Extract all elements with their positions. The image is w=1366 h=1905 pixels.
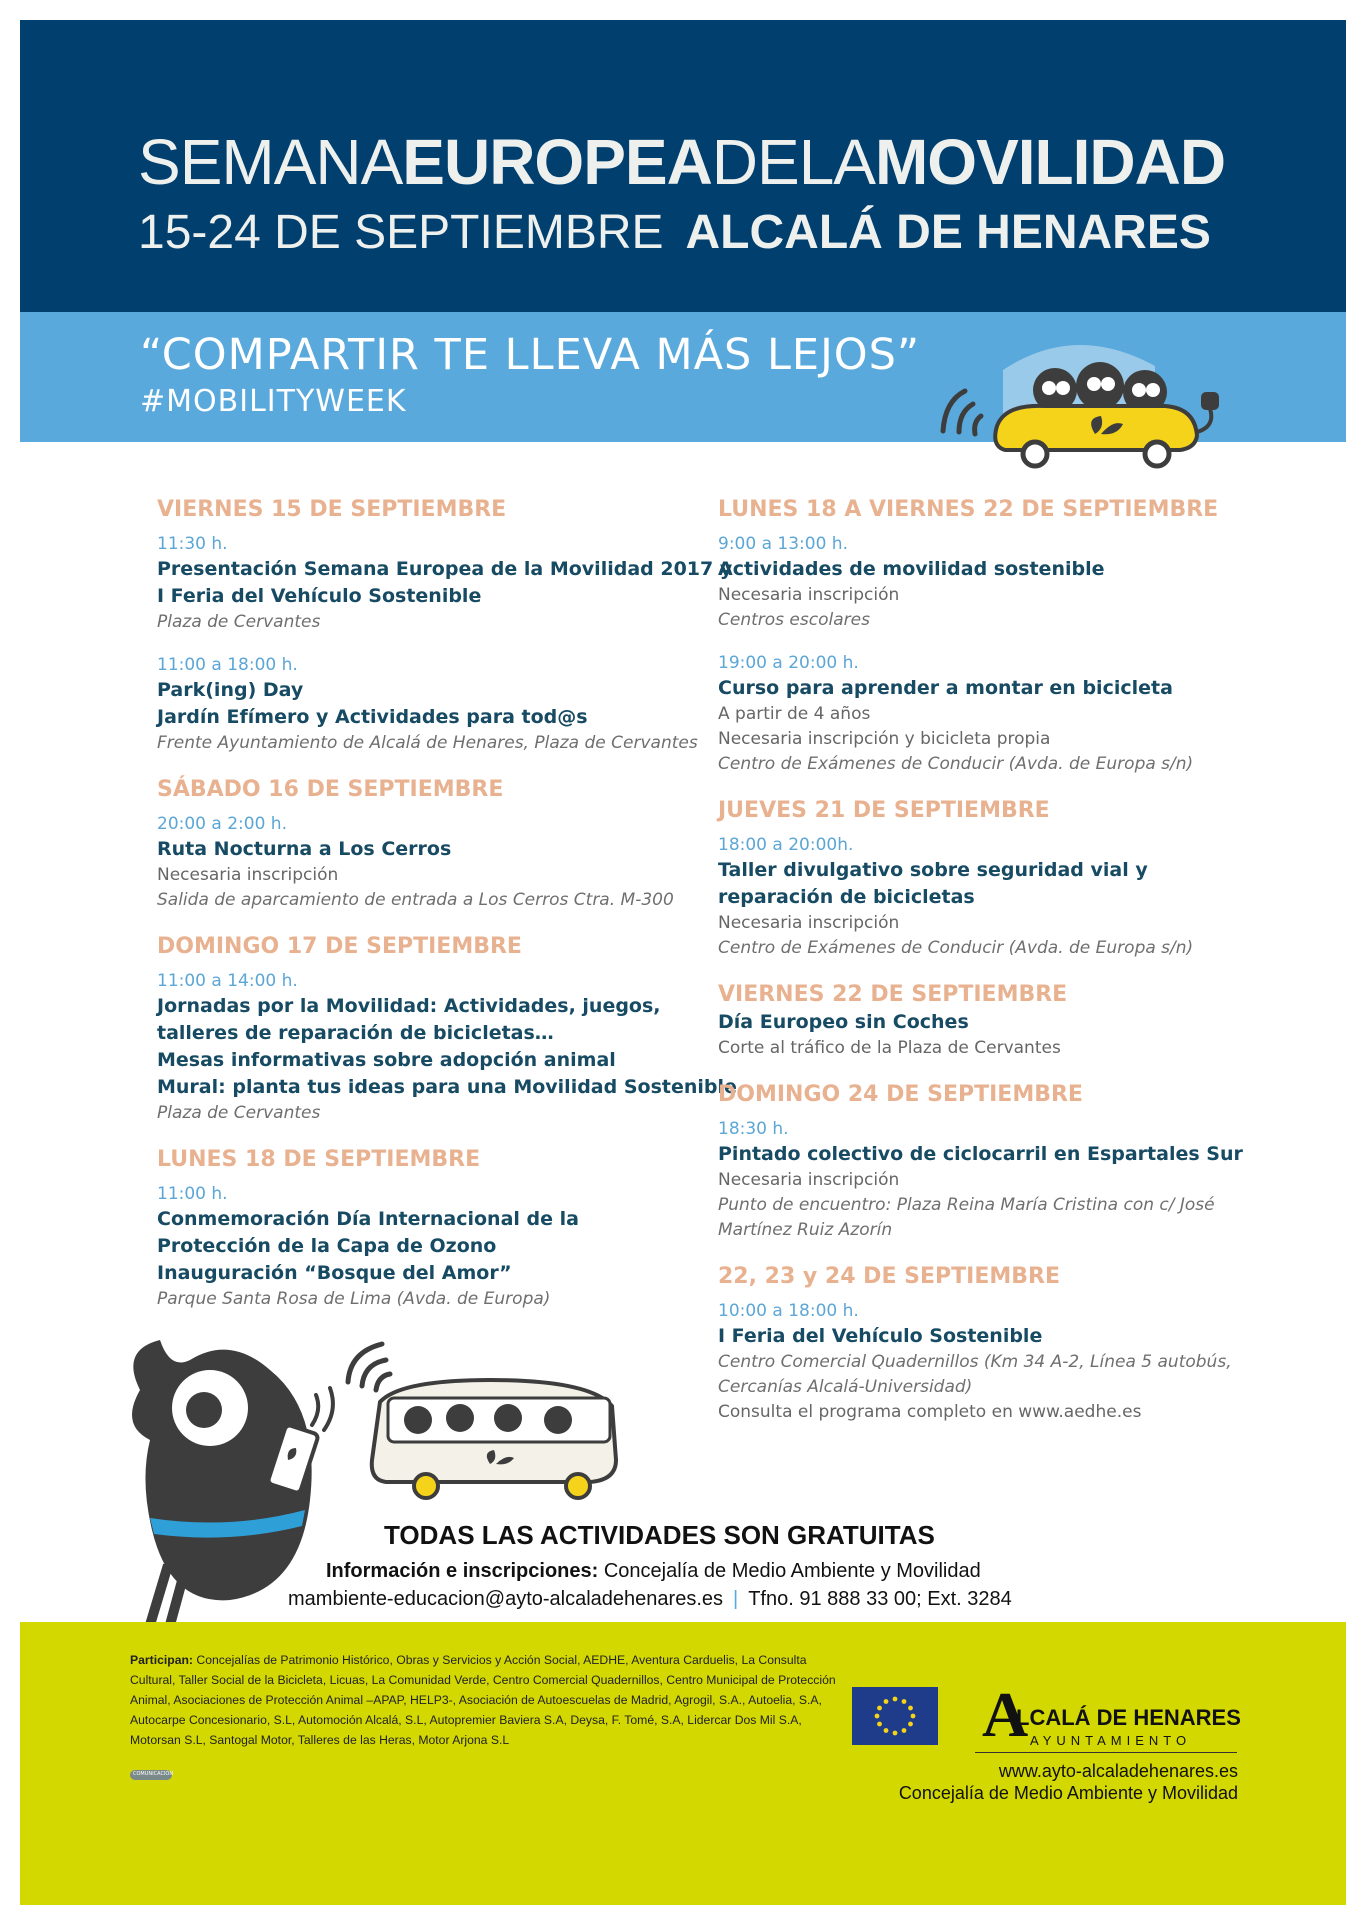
event-place: Salida de aparcamiento de entrada a Los Cerros Ctra. M-300 (157, 890, 674, 910)
event-title-line: Mural: planta tus ideas para una Movilidad Sostenible (157, 1076, 737, 1098)
event-item (157, 653, 717, 756)
event-time: 9:00 a 13:00 h. (718, 534, 848, 554)
event-title-line: Mesas informativas sobre adopción animal (157, 1049, 616, 1071)
free-activities-notice: TODAS LAS ACTIVIDADES SON GRATUITAS (384, 1520, 935, 1550)
event-note: A partir de 4 años (718, 704, 871, 724)
event-item (157, 1182, 717, 1312)
agenda-column-right (718, 496, 1278, 1425)
event-place: Centro Comercial Quadernillos (Km 34 A-2, Línea 5 autobús, (718, 1352, 1232, 1372)
event-item (718, 651, 1278, 777)
event-title-line: Park(ing) Day (157, 679, 304, 701)
event-place: Centros escolares (718, 610, 870, 630)
wifi-signal-icon (348, 1344, 390, 1390)
event-note: Consulta el programa completo en www.aedhe.es (718, 1402, 1142, 1422)
city-logo-letter: A (982, 1679, 1029, 1750)
footer-divider (975, 1752, 1237, 1753)
event-item (157, 532, 733, 635)
event-item (157, 969, 737, 1126)
electric-car-illustration (925, 336, 1225, 476)
city-website[interactable]: www.ayto-alcaladehenares.es (998, 1761, 1238, 1781)
event-title-line: Protección de la Capa de Ozono (157, 1235, 497, 1257)
event-place: Cercanías Alcalá-Universidad) (718, 1377, 973, 1397)
event-title-line: Pintado colectivo de ciclocarril en Espartales Sur (718, 1143, 1243, 1165)
event-item (718, 1299, 1278, 1425)
event-title: SEMANAEUROPEADELAMOVILIDAD (138, 126, 1226, 198)
day-heading: DOMINGO 17 DE SEPTIEMBRE (157, 934, 522, 959)
event-time: 11:00 a 14:00 h. (157, 971, 298, 991)
event-title-line: Taller divulgativo sobre seguridad vial y (718, 859, 1148, 881)
event-time: 10:00 a 18:00 h. (718, 1301, 859, 1321)
eu-flag-icon (852, 1687, 938, 1745)
city-logo-name: LCALÁ DE HENARES (1016, 1705, 1241, 1730)
event-title-line: Jardín Efímero y Actividades para tod@s (157, 706, 588, 728)
day-heading: SÁBADO 16 DE SEPTIEMBRE (157, 777, 504, 802)
event-note: Necesaria inscripción (157, 865, 339, 885)
event-item (718, 1009, 1278, 1061)
info-label: Información e inscripciones: (326, 1560, 599, 1582)
event-time: 11:00 h. (157, 1184, 228, 1204)
hashtag: #MOBILITYWEEK (140, 384, 407, 419)
contact-email[interactable]: mambiente-educacion@ayto-alcaladehenares.es (288, 1588, 723, 1610)
day-heading: VIERNES 22 DE SEPTIEMBRE (718, 982, 1068, 1007)
mascot-with-phone-illustration (80, 1330, 380, 1630)
event-title-line: reparación de bicicletas (718, 886, 975, 908)
participants-text: Participan: Concejalías de Patrimonio Histórico, Obras y Servicios y Acción Social, AEDHE, Aventura Carduelis, La Consulta Cultural, Taller Social de la Bicicleta, Licuas, La Comunidad Verde, Centro Comercial Quadernillos, Centro Municipal de Protección Animal, Asociaciones de Protección Animal –APAP, HELP3-, Asociación de Autoescuelas de Madrid, Agrogil, S.A., Autoelia, S.A, Autocarpe Concesionario, S.L, Automoción Alcalá, S.L, Autopremier Baviera S.A, Deysa, F. Tomé, S.A, Lidercar Dos Mil S.A, Motorsan S.L, Santogal Motor, Talleres de las Heras, Motor Arjona S.L (130, 1653, 836, 1747)
slogan: “COMPARTIR TE LLEVA MÁS LEJOS” (140, 330, 921, 380)
communication-badge: COMUNICACIÓN (130, 1770, 172, 1780)
event-time: 18:30 h. (718, 1119, 789, 1139)
contact-phone: Tfno. 91 888 33 00; Ext. 3284 (748, 1588, 1012, 1610)
event-time: 11:30 h. (157, 534, 228, 554)
day-heading: JUEVES 21 DE SEPTIEMBRE (718, 798, 1050, 823)
plug-icon (1197, 394, 1217, 432)
event-title-line: Presentación Semana Europea de la Movilidad 2017 y (157, 558, 733, 580)
event-place: Plaza de Cervantes (157, 1103, 321, 1123)
event-time: 19:00 a 20:00 h. (718, 653, 859, 673)
info-value: Concejalía de Medio Ambiente y Movilidad (603, 1560, 981, 1582)
event-place: Frente Ayuntamiento de Alcalá de Henares, Plaza de Cervantes (157, 733, 698, 753)
bus-illustration (340, 1330, 630, 1500)
department-name: Concejalía de Medio Ambiente y Movilidad (898, 1783, 1238, 1803)
event-title-line: talleres de reparación de bicicletas… (157, 1022, 554, 1044)
event-note: Necesaria inscripción (718, 1170, 900, 1190)
agenda-column-left (157, 496, 737, 1312)
event-title-line: Curso para aprender a montar en bicicleta (718, 677, 1173, 699)
event-title-line: Día Europeo sin Coches (718, 1011, 969, 1033)
day-heading: DOMINGO 24 DE SEPTIEMBRE (718, 1082, 1083, 1107)
car-wheel (1145, 442, 1169, 466)
event-place: Parque Santa Rosa de Lima (Avda. de Europa) (157, 1289, 551, 1309)
day-heading: LUNES 18 A VIERNES 22 DE SEPTIEMBRE (718, 497, 1219, 522)
day-heading: 22, 23 y 24 DE SEPTIEMBRE (718, 1264, 1060, 1289)
day-heading: LUNES 18 DE SEPTIEMBRE (157, 1147, 481, 1172)
event-place: Centro de Exámenes de Conducir (Avda. de Europa s/n) (718, 754, 1194, 774)
event-time: 20:00 a 2:00 h. (157, 814, 287, 834)
event-item (718, 532, 1278, 633)
event-place: Martínez Ruiz Azorín (718, 1220, 893, 1240)
event-note: Necesaria inscripción (718, 913, 900, 933)
event-item (157, 812, 717, 913)
event-title-line: Conmemoración Día Internacional de la (157, 1208, 579, 1230)
contact-separator: | (733, 1588, 739, 1610)
event-note: Necesaria inscripción y bicicleta propia (718, 729, 1051, 749)
event-title-line: I Feria del Vehículo Sostenible (157, 585, 482, 607)
day-heading: VIERNES 15 DE SEPTIEMBRE (157, 497, 507, 522)
event-note: Corte al tráfico de la Plaza de Cervantes (718, 1038, 1061, 1058)
car-wheel (1023, 442, 1047, 466)
city-logo-subtitle: AYUNTAMIENTO (1030, 1733, 1192, 1748)
event-time: 18:00 a 20:00h. (718, 835, 854, 855)
event-place: Punto de encuentro: Plaza Reina María Cristina con c/ José (718, 1195, 1215, 1215)
bus-wheel (414, 1474, 438, 1498)
event-title-line: Inauguración “Bosque del Amor” (157, 1262, 512, 1284)
event-time: 11:00 a 18:00 h. (157, 655, 298, 675)
contact-line (288, 1588, 1012, 1611)
event-item (718, 1117, 1278, 1243)
event-item (718, 833, 1278, 961)
bus-wheel (566, 1474, 590, 1498)
wifi-signal-icon (943, 391, 981, 434)
event-place: Centro de Exámenes de Conducir (Avda. de Europa s/n) (718, 938, 1194, 958)
event-title-line: Jornadas por la Movilidad: Actividades, juegos, (157, 995, 661, 1017)
event-title-line: Ruta Nocturna a Los Cerros (157, 838, 452, 860)
event-dates-location: 15-24 DE SEPTIEMBRE ALCALÁ DE HENARES (138, 206, 1211, 259)
wifi-signal-icon (312, 1388, 333, 1430)
event-place: Plaza de Cervantes (157, 612, 321, 632)
info-line (326, 1560, 981, 1583)
event-title-line: Actividades de movilidad sostenible (718, 558, 1105, 580)
event-note: Necesaria inscripción (718, 585, 900, 605)
event-title-line: I Feria del Vehículo Sostenible (718, 1325, 1043, 1347)
